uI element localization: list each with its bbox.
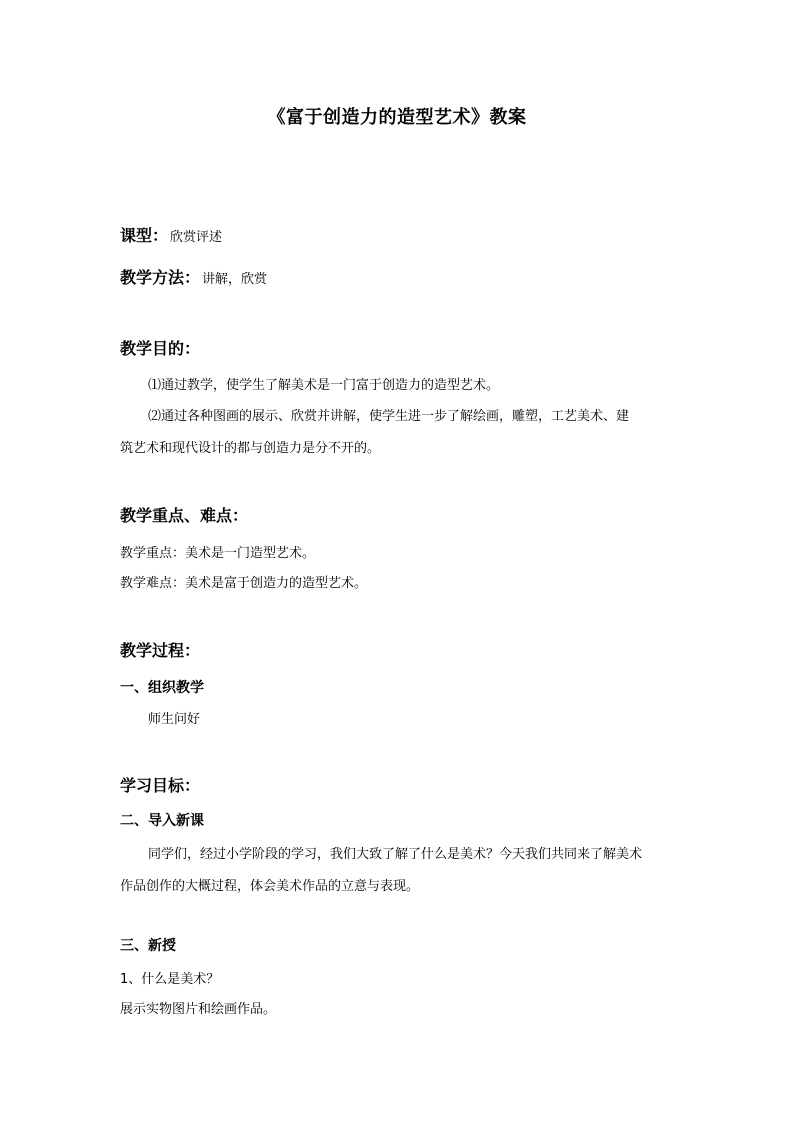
step-2-line-2: 作品创作的大概过程，体会美术作品的立意与表现。 (120, 879, 420, 894)
step-1-text: 师生问好 (148, 712, 201, 727)
new-lesson-item-1-text: 展示实物图片和绘画作品。 (120, 1002, 277, 1017)
teaching-method-label: 教学方法： (120, 268, 201, 287)
step-3-title: 三、新授 (120, 938, 176, 954)
document-title: 《富于创造力的造型艺术》教案 (267, 107, 527, 128)
teaching-method-line (120, 265, 267, 288)
teaching-method-value: 讲解，欣赏 (202, 272, 268, 287)
step-2-title: 二、导入新课 (120, 813, 204, 829)
learning-goals-heading: 学习目标： (120, 776, 201, 795)
step-1-title: 一、组织教学 (120, 680, 204, 696)
lesson-type-value: 欣赏评述 (170, 230, 223, 245)
process-heading: 教学过程： (120, 641, 201, 660)
difficulty-text: 教学难点：美术是富于创造力的造型艺术。 (120, 576, 368, 591)
objective-item-1: ⑴通过教学，使学生了解美术是一门富于创造力的造型艺术。 (148, 378, 500, 393)
new-lesson-item-1: 1、什么是美术？ (120, 972, 220, 987)
lesson-type-line (120, 223, 222, 246)
step-2-line-1: 同学们，经过小学阶段的学习，我们大致了解了什么是美术？今天我们共同来了解美术 (148, 847, 643, 862)
objective-item-2-line-1: ⑵通过各种图画的展示、欣赏并讲解，使学生进一步了解绘画，雕塑，工艺美术、建 (148, 409, 630, 424)
objective-item-2-line-2: 筑艺术和现代设计的都与创造力是分不开的。 (120, 441, 381, 456)
key-point-text: 教学重点：美术是一门造型艺术。 (120, 546, 316, 561)
key-points-heading: 教学重点、难点： (120, 506, 249, 525)
objectives-heading: 教学目的： (120, 339, 201, 358)
lesson-type-label: 课型： (120, 226, 169, 245)
